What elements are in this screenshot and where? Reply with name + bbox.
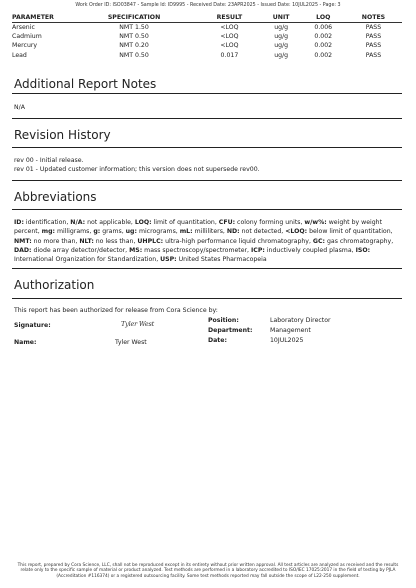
table-cell: PASS	[365, 42, 382, 50]
name-label: Name:	[14, 339, 37, 346]
date-value: 10JUL2025	[270, 337, 304, 344]
table-cell: ug/g	[274, 32, 289, 40]
table-cell: ug/g	[274, 23, 289, 31]
abbr-term: USP:	[160, 256, 177, 264]
abbr-def: no more than,	[33, 237, 78, 245]
table-cell: Lead	[12, 51, 27, 59]
abbr-def: below limit of quantitation,	[309, 228, 393, 236]
column-header: NOTES	[345, 14, 402, 23]
section-divider	[12, 180, 402, 181]
abbr-term: DAD:	[14, 246, 32, 254]
table-cell: 0.002	[314, 42, 333, 50]
table-row	[12, 32, 402, 41]
results-table-header	[12, 14, 402, 23]
abbr-def: International Organization for Standardization,	[14, 256, 159, 264]
section-title-authorization: Authorization	[14, 278, 95, 292]
column-header: PARAMETER	[12, 14, 70, 23]
abbr-term: N/A:	[70, 219, 86, 226]
table-cell: NMT 0.50	[119, 51, 149, 59]
handwritten-signature: Tyler West	[121, 320, 155, 328]
table-cell: Arsenic	[12, 23, 35, 31]
abbr-def: milliliters,	[194, 228, 225, 236]
department-value: Management	[270, 327, 311, 334]
revision-entry: rev 01 - Updated customer information; this version does not supersede rev00.	[14, 166, 260, 174]
section-divider	[12, 298, 402, 299]
abbr-def: ultra-high performance liquid chromatography,	[165, 237, 311, 245]
abbr-term: g:	[93, 228, 101, 236]
table-cell: <LOQ	[220, 42, 239, 50]
abbr-term: GC:	[312, 237, 326, 245]
abbr-def: limit of quantitation,	[153, 219, 217, 226]
abbr-term: mg:	[41, 228, 55, 236]
abbr-def: milligrams,	[56, 228, 92, 236]
section-divider	[12, 268, 402, 269]
table-cell: 0.017	[220, 51, 239, 59]
report-footer-disclaimer: This report, prepared by Cora Science, LLC, shall not be reproduced except in its entirety without prior written approval. All test articles are analyzed as received and the results relate only to the specific sample of material or product analyzed. Test methods are performed in a laboratory accredited to ISO/IEC 17025:2017 in the field of testing by PJLA (Accreditation #116374) or a registered outsourcing facility. Some test methods reported may fall outside the scope of L22-250 supplement.	[17, 563, 399, 579]
abbr-def: not applicable,	[87, 219, 133, 226]
table-cell: Mercury	[12, 42, 38, 50]
abbr-def: no less than,	[95, 237, 136, 245]
table-cell: PASS	[365, 23, 382, 31]
table-cell: Cadmium	[12, 32, 42, 40]
table-cell: ug/g	[274, 51, 289, 59]
abbr-term: ISO:	[355, 246, 371, 254]
table-cell: NMT 0.50	[119, 32, 149, 40]
table-row	[12, 23, 402, 33]
abbr-term: <LOQ:	[285, 228, 308, 236]
abbr-def: colony forming units,	[237, 219, 303, 226]
section-title-abbreviations: Abbreviations	[14, 190, 97, 204]
revision-history-list	[14, 156, 402, 175]
section-divider	[12, 209, 402, 210]
column-header: RESULT	[198, 14, 261, 23]
table-row	[12, 42, 402, 51]
section-title-additional-notes: Additional Report Notes	[14, 77, 157, 91]
abbr-term: ug:	[125, 228, 137, 236]
date-label: Date:	[208, 337, 227, 344]
abbr-def: identification,	[25, 219, 69, 226]
abbr-term: ND:	[226, 228, 240, 236]
abbr-term: ICP:	[251, 246, 265, 254]
abbr-term: MS:	[129, 246, 143, 254]
signature-label: Signature:	[14, 322, 51, 329]
column-header: UNIT	[261, 14, 302, 23]
section-divider	[12, 147, 402, 148]
abbr-def: micrograms,	[138, 228, 178, 236]
abbreviations-list	[14, 218, 402, 264]
table-cell: 0.002	[314, 32, 333, 40]
column-header: SPECIFICATION	[70, 14, 198, 23]
abbr-term: LOQ:	[134, 219, 152, 226]
additional-notes-text: N/A	[14, 104, 25, 111]
abbr-def: diode array detector/detector,	[33, 246, 128, 254]
abbr-term: NMT:	[14, 237, 32, 245]
report-meta-line: Work Order ID: ISO03847 - Sample Id: ID9995 - Received Date: 23APR2025 - Issued Date: 10JUL2025 - Page: 3	[75, 3, 341, 8]
table-cell: PASS	[365, 32, 382, 40]
abbr-term: CFU:	[218, 219, 236, 226]
table-cell: NMT 1.50	[119, 23, 149, 31]
table-cell: <LOQ	[220, 23, 239, 31]
section-title-revision-history: Revision History	[14, 128, 111, 142]
table-cell: 0.006	[314, 23, 333, 31]
abbr-term: w/w%:	[304, 219, 327, 226]
position-label: Position:	[208, 317, 239, 324]
section-divider	[12, 118, 402, 119]
table-cell: 0.002	[314, 51, 333, 59]
section-divider	[12, 93, 402, 94]
abbr-def: weight by weight percent,	[14, 219, 382, 236]
abbr-def: inductively coupled plasma,	[266, 246, 354, 254]
abbr-term: UHPLC:	[137, 237, 164, 245]
position-value: Laboratory Director	[270, 317, 331, 324]
table-cell: PASS	[365, 51, 382, 59]
abbr-def: gas chromatography,	[326, 237, 394, 245]
name-value: Tyler West	[115, 339, 147, 346]
table-row	[12, 51, 402, 60]
table-cell: NMT 0.20	[119, 42, 149, 50]
abbr-term: ID:	[14, 219, 24, 226]
table-cell: <LOQ	[220, 32, 239, 40]
abbr-def: United States Pharmacopeia	[178, 256, 267, 264]
abbr-def: grams,	[102, 228, 124, 236]
abbr-term: NLT:	[79, 237, 94, 245]
revision-entry: rev 00 - Initial release.	[14, 157, 84, 164]
results-table	[12, 14, 402, 61]
abbr-def: mass spectroscopy/spectrometer,	[144, 246, 250, 254]
authorization-intro: This report has been authorized for release from Cora Science by:	[14, 307, 218, 314]
abbr-term: mL:	[179, 228, 193, 236]
department-label: Department:	[208, 327, 253, 334]
abbr-def: not detected,	[241, 228, 284, 236]
table-cell: ug/g	[274, 42, 289, 50]
column-header: LOQ	[302, 14, 345, 23]
